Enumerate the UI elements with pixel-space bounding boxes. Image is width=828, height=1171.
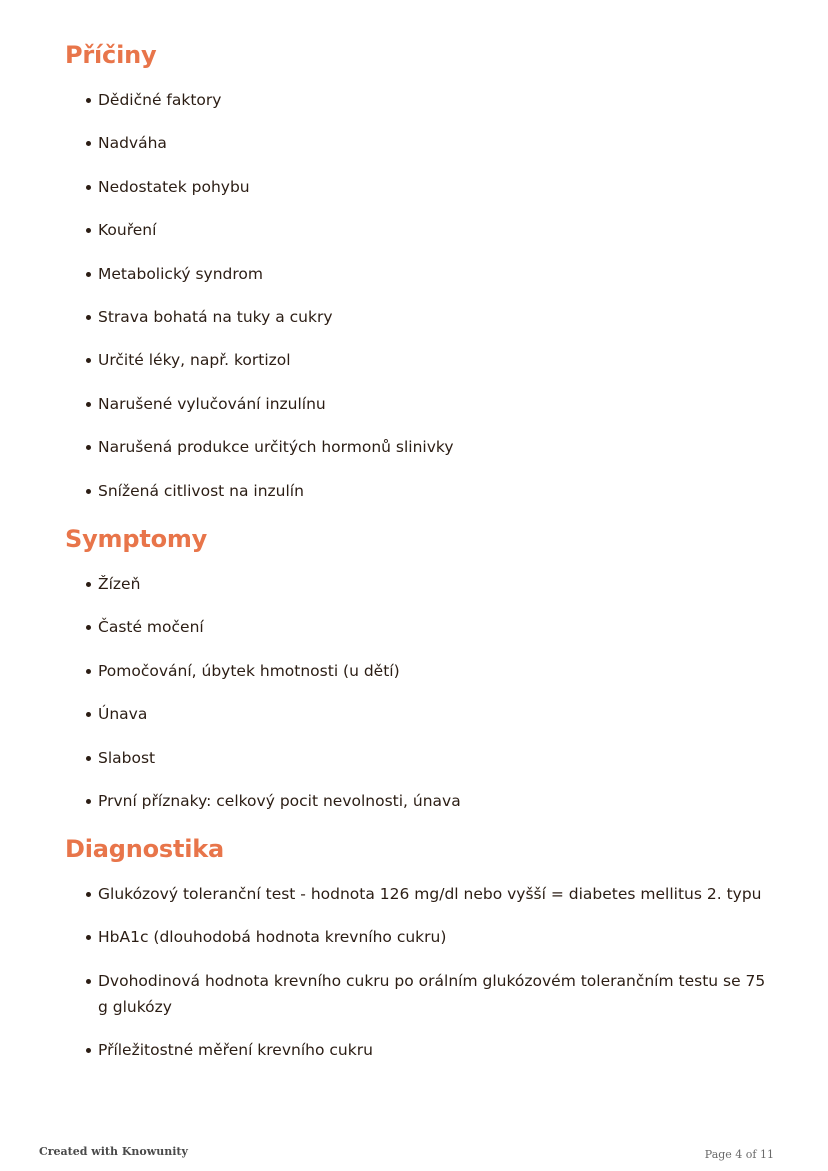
list-item: Narušené vylučování inzulínu [65, 391, 778, 417]
section-title: Příčiny [65, 41, 157, 69]
list-item: HbA1c (dlouhodobá hodnota krevního cukru) [65, 924, 778, 950]
list-item: Žízeň [65, 571, 778, 597]
page-number: Page 4 of 11 [704, 1148, 774, 1161]
list-item: První příznaky: celkový pocit nevolnosti, únava [65, 788, 778, 814]
list-item: Příležitostné měření krevního cukru [65, 1037, 778, 1063]
list-item: Glukózový toleranční test - hodnota 126 mg/dl nebo vyšší = diabetes mellitus 2. typu [65, 881, 778, 907]
list-item: Určité léky, např. kortizol [65, 347, 778, 373]
list-item: Metabolický syndrom [65, 261, 778, 287]
list-item: Slabost [65, 745, 778, 771]
section-title: Diagnostika [65, 835, 225, 863]
section-priciny [65, 40, 778, 521]
bullet-list [65, 87, 778, 504]
list-item: Snížená citlivost na inzulín [65, 478, 778, 504]
section-diagnostika [65, 834, 778, 1081]
list-item: Narušená produkce určitých hormonů slinivky [65, 434, 778, 460]
list-item: Pomočování, úbytek hmotnosti (u dětí) [65, 658, 778, 684]
section-title: Symptomy [65, 525, 208, 553]
footer-credit: Created with Knowunity [39, 1145, 188, 1158]
list-item: Strava bohatá na tuky a cukry [65, 304, 778, 330]
list-item: Dvohodinová hodnota krevního cukru po orálním glukózovém tolerančním testu se 75 g glukózy [65, 968, 778, 1020]
list-item: Dědičné faktory [65, 87, 778, 113]
list-item: Únava [65, 701, 778, 727]
list-item: Časté močení [65, 614, 778, 640]
list-item: Kouření [65, 217, 778, 243]
list-item: Nedostatek pohybu [65, 174, 778, 200]
bullet-list [65, 571, 778, 814]
bullet-list [65, 881, 778, 1063]
section-symptomy [65, 524, 778, 831]
list-item: Nadváha [65, 130, 778, 156]
